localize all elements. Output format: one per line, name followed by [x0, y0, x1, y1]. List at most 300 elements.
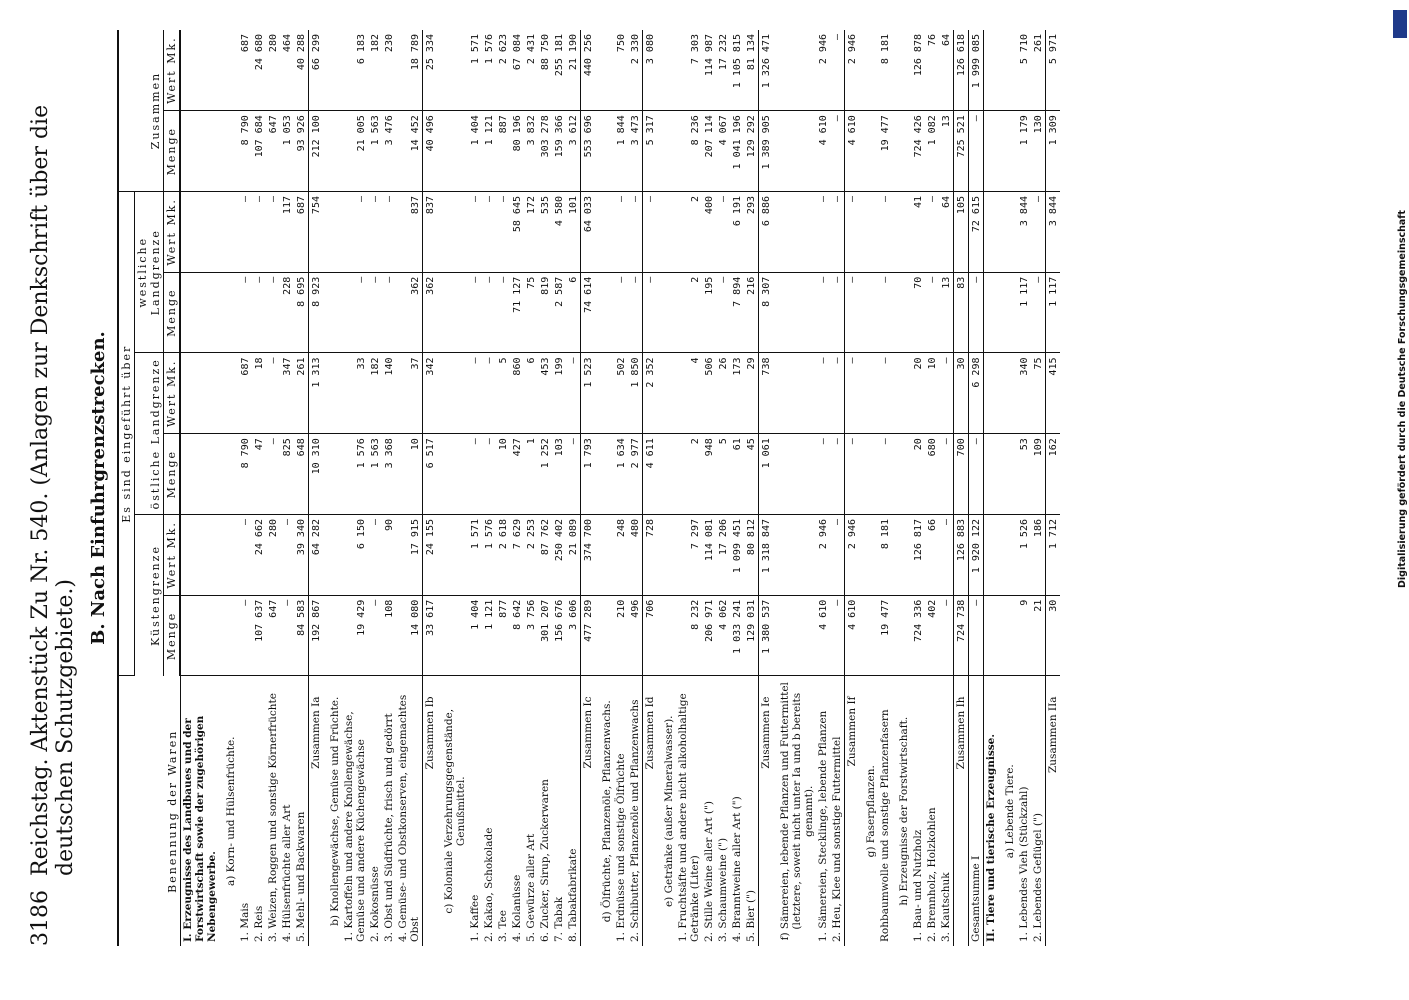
- row-label: Zusammen Id: [642, 676, 657, 946]
- cell-quantity: [892, 272, 911, 353]
- table-row-item: [482, 30, 496, 946]
- col-header-coast: Küstengrenze: [135, 515, 164, 677]
- cell-value: —: [816, 353, 830, 434]
- cell-quantity: 4 062: [716, 595, 730, 676]
- digitization-note: Digitalisierung gefördert durch die Deutsche Forschungsgemeinschaft: [1397, 210, 1408, 588]
- cell-value: —: [878, 192, 892, 273]
- cell-quantity: 8 307: [758, 272, 773, 353]
- row-label: e) Getränke (außer Mineralwasser).: [662, 715, 675, 908]
- dfg-logo: [1393, 10, 1407, 38]
- cell-value: —: [382, 192, 396, 273]
- cell-quantity: —: [925, 272, 939, 353]
- cell-quantity: 2: [676, 272, 702, 353]
- cell-value: 453: [538, 353, 552, 434]
- cell-value: 1 850: [628, 353, 643, 434]
- row-label: 2. Kokosnüsse: [368, 866, 381, 942]
- cell-quantity: 74 614: [580, 272, 595, 353]
- cell-quantity: 680: [925, 434, 939, 515]
- col-header-quantity: Menge: [164, 111, 181, 192]
- cell-value: 21 089: [566, 515, 581, 596]
- cell-quantity: [983, 595, 998, 676]
- cell-value: [983, 192, 998, 273]
- cell-quantity: [773, 272, 816, 353]
- cell-value: —: [1031, 192, 1046, 273]
- cell-quantity: 2 977: [628, 434, 643, 515]
- cell-quantity: —: [566, 434, 581, 515]
- cell-quantity: 9: [1017, 595, 1031, 676]
- cell-value: 26: [716, 353, 730, 434]
- cell-quantity: 5: [716, 434, 730, 515]
- cell-quantity: [219, 595, 238, 676]
- table-row-group: [180, 30, 219, 946]
- row-label: Zusammen Ic: [580, 676, 595, 946]
- cell-value: 2 352: [642, 353, 657, 434]
- cell-value: 114 081: [702, 515, 716, 596]
- col-header-west: westliche Landgrenze: [135, 192, 164, 354]
- cell-quantity: 647: [266, 111, 280, 192]
- row-label: 1. Lebendes Vieh (Stückzahl): [1017, 786, 1030, 942]
- cell-quantity: —: [628, 272, 643, 353]
- cell-quantity: [180, 595, 219, 676]
- table-row-item: [878, 30, 892, 946]
- cell-quantity: —: [238, 272, 252, 353]
- cell-quantity: 61: [730, 434, 744, 515]
- cell-value: 186: [1031, 515, 1046, 596]
- cell-quantity: 1 309: [1045, 111, 1060, 192]
- cell-value: 2 946: [816, 30, 830, 111]
- cell-value: 280: [266, 515, 280, 596]
- cell-value: 1 105 815: [730, 30, 744, 111]
- import-table: [117, 30, 1060, 946]
- cell-quantity: 819: [538, 272, 552, 353]
- cell-value: [219, 353, 238, 434]
- cell-quantity: 1 576: [342, 434, 368, 515]
- row-label: 3. Weizen, Roggen und sonstige Körnerfrüchte: [266, 693, 279, 942]
- table-row-grand: [968, 30, 983, 946]
- cell-quantity: [998, 434, 1017, 515]
- cell-value: —: [238, 515, 252, 596]
- cell-value: 230: [382, 30, 396, 111]
- cell-quantity: 6 517: [422, 434, 437, 515]
- page-title: Reichstag. Aktenstück Zu Nr. 540. (Anlagen zur Denkschrift über die deutschen Schutzgebiete.): [28, 104, 78, 876]
- cell-quantity: 228: [280, 272, 294, 353]
- cell-quantity: 1 121: [482, 595, 496, 676]
- cell-value: [323, 353, 342, 434]
- table-row-item: [676, 30, 702, 946]
- cell-quantity: 5 317: [642, 111, 657, 192]
- cell-value: —: [925, 192, 939, 273]
- cell-value: 502: [614, 353, 628, 434]
- cell-quantity: [323, 434, 342, 515]
- cell-value: 21 190: [566, 30, 581, 111]
- cell-quantity: —: [844, 434, 859, 515]
- cell-value: 2 253: [524, 515, 538, 596]
- cell-value: [437, 353, 468, 434]
- cell-quantity: 33 617: [422, 595, 437, 676]
- cell-quantity: [657, 434, 676, 515]
- table-row-item: [368, 30, 382, 946]
- cell-quantity: —: [342, 272, 368, 353]
- col-header-east: östliche Landgrenze: [135, 353, 164, 515]
- cell-quantity: 8 642: [510, 595, 524, 676]
- cell-value: [859, 192, 878, 273]
- cell-value: —: [628, 192, 643, 273]
- cell-quantity: 1 033 241: [730, 595, 744, 676]
- cell-quantity: 477 289: [580, 595, 595, 676]
- cell-quantity: 2 587: [552, 272, 566, 353]
- cell-quantity: [998, 111, 1017, 192]
- table-row-item: [538, 30, 552, 946]
- table-row-item: [816, 30, 830, 946]
- cell-value: 535: [538, 192, 552, 273]
- cell-value: —: [939, 515, 954, 596]
- cell-value: [657, 515, 676, 596]
- cell-value: 64: [939, 30, 954, 111]
- cell-quantity: 1 793: [580, 434, 595, 515]
- cell-quantity: 4 611: [642, 434, 657, 515]
- cell-value: 261: [294, 353, 309, 434]
- cell-value: 2 946: [844, 30, 859, 111]
- cell-quantity: 877: [496, 595, 510, 676]
- row-label: 4. Hülsenfrüchte aller Art: [280, 804, 293, 942]
- cell-value: 24 155: [422, 515, 437, 596]
- cell-value: 687: [238, 30, 252, 111]
- table-row-subhead: [595, 30, 614, 946]
- cell-quantity: 8 695: [294, 272, 309, 353]
- cell-quantity: 47: [252, 434, 266, 515]
- cell-quantity: 192 867: [308, 595, 323, 676]
- cell-quantity: [892, 434, 911, 515]
- cell-quantity: 108: [382, 595, 396, 676]
- table-row-sum: [953, 30, 968, 946]
- cell-value: —: [238, 192, 252, 273]
- cell-quantity: 162: [1045, 434, 1060, 515]
- row-label: 2. Brennholz, Holzkohlen: [925, 807, 938, 942]
- cell-value: 90: [382, 515, 396, 596]
- cell-quantity: 21 005: [342, 111, 368, 192]
- cell-quantity: 1 404: [468, 111, 482, 192]
- cell-value: 6: [524, 353, 538, 434]
- cell-value: 2 946: [816, 515, 830, 596]
- cell-value: 280: [266, 30, 280, 111]
- table-row-item: [524, 30, 538, 946]
- cell-quantity: [773, 595, 816, 676]
- table-row-item: [744, 30, 759, 946]
- cell-quantity: 4 610: [816, 595, 830, 676]
- table-row-item: [730, 30, 744, 946]
- cell-quantity: —: [368, 272, 382, 353]
- cell-quantity: 107 637: [252, 595, 266, 676]
- cell-value: [657, 30, 676, 111]
- table-row-sum: [1045, 30, 1060, 946]
- cell-value: [859, 353, 878, 434]
- cell-quantity: 71 127: [510, 272, 524, 353]
- col-header-quantity: Menge: [164, 434, 181, 515]
- cell-quantity: —: [482, 434, 496, 515]
- cell-value: 39 340: [294, 515, 309, 596]
- row-label: 5. Gewürze aller Art: [524, 833, 537, 942]
- table-row-item: [468, 30, 482, 946]
- cell-value: 64 282: [308, 515, 323, 596]
- table-row-item: [830, 30, 845, 946]
- cell-value: —: [342, 192, 368, 273]
- cell-quantity: 4 610: [816, 111, 830, 192]
- cell-quantity: [437, 111, 468, 192]
- table-body: [180, 30, 1060, 946]
- cell-value: 25 334: [422, 30, 437, 111]
- cell-quantity: 19 429: [342, 595, 368, 676]
- cell-value: [892, 192, 911, 273]
- cell-value: [595, 515, 614, 596]
- cell-quantity: [323, 111, 342, 192]
- table-row-item: [342, 30, 368, 946]
- cell-value: 18: [252, 353, 266, 434]
- cell-quantity: 1 563: [368, 111, 382, 192]
- table-row-group: [983, 30, 998, 946]
- cell-value: [892, 30, 911, 111]
- row-label: Zusammen Ia: [308, 676, 323, 946]
- cell-quantity: 362: [396, 272, 423, 353]
- cell-quantity: [595, 595, 614, 676]
- cell-quantity: 10: [396, 434, 423, 515]
- cell-value: 29: [744, 353, 759, 434]
- cell-quantity: 80 196: [510, 111, 524, 192]
- cell-value: 374 700: [580, 515, 595, 596]
- cell-quantity: 84 583: [294, 595, 309, 676]
- col-header-name: Benennung der Waren: [118, 676, 180, 946]
- cell-value: 7 297: [676, 515, 702, 596]
- cell-quantity: —: [614, 272, 628, 353]
- cell-quantity: 207 114: [702, 111, 716, 192]
- cell-value: [657, 353, 676, 434]
- table-row-item: [1017, 30, 1031, 946]
- cell-value: 1 576: [482, 30, 496, 111]
- cell-value: [773, 353, 816, 434]
- cell-value: [595, 353, 614, 434]
- cell-value: 126 878: [911, 30, 925, 111]
- cell-quantity: [892, 595, 911, 676]
- cell-quantity: 210: [614, 595, 628, 676]
- cell-value: —: [496, 192, 510, 273]
- cell-value: —: [830, 353, 845, 434]
- row-label: 1. Sämereien, Stecklinge, lebende Pflanzen: [816, 710, 829, 942]
- cell-value: [219, 192, 238, 273]
- cell-value: 342: [422, 353, 437, 434]
- cell-value: 8 181: [878, 30, 892, 111]
- table-row-sum: [422, 30, 437, 946]
- cell-quantity: 1 061: [758, 434, 773, 515]
- cell-value: 2: [676, 192, 702, 273]
- cell-quantity: 1 082: [925, 111, 939, 192]
- cell-value: —: [252, 192, 266, 273]
- cell-quantity: 8 923: [308, 272, 323, 353]
- table-row-subhead: [773, 30, 816, 946]
- cell-quantity: —: [382, 272, 396, 353]
- cell-quantity: 19 477: [878, 111, 892, 192]
- cell-value: [437, 30, 468, 111]
- cell-quantity: —: [878, 434, 892, 515]
- cell-quantity: 19 477: [878, 595, 892, 676]
- row-label: 1. Kaffee: [468, 894, 481, 942]
- cell-value: 64 033: [580, 192, 595, 273]
- cell-quantity: [323, 272, 342, 353]
- cell-value: 6 298: [968, 353, 983, 434]
- cell-value: 1 326 471: [758, 30, 773, 111]
- table-row-item: [925, 30, 939, 946]
- cell-value: 140: [382, 353, 396, 434]
- cell-quantity: —: [968, 434, 983, 515]
- page-number: 3186: [28, 890, 53, 946]
- cell-quantity: 45: [744, 434, 759, 515]
- cell-value: [983, 353, 998, 434]
- cell-quantity: —: [238, 595, 252, 676]
- table-row-item: [566, 30, 581, 946]
- cell-value: 464: [280, 30, 294, 111]
- cell-quantity: [859, 434, 878, 515]
- row-label: Zusammen IIa: [1045, 676, 1060, 946]
- row-label: 3. Tee: [496, 910, 509, 942]
- cell-value: 1 571: [468, 515, 482, 596]
- cell-quantity: 948: [702, 434, 716, 515]
- cell-quantity: 8 232: [676, 595, 702, 676]
- cell-value: 1 523: [580, 353, 595, 434]
- cell-value: —: [844, 192, 859, 273]
- cell-quantity: —: [830, 272, 845, 353]
- row-label: 3. Schaumweine ("): [716, 837, 729, 942]
- cell-value: 5 971: [1045, 30, 1060, 111]
- cell-quantity: [892, 111, 911, 192]
- cell-value: 261: [1031, 30, 1046, 111]
- cell-value: 8 181: [878, 515, 892, 596]
- cell-value: [180, 515, 219, 596]
- cell-value: 7 629: [510, 515, 524, 596]
- cell-quantity: 129 031: [744, 595, 759, 676]
- cell-quantity: 30: [1045, 595, 1060, 676]
- row-label: 2. Reis: [252, 905, 265, 942]
- cell-value: 255 181: [552, 30, 566, 111]
- cell-quantity: 1 041 196: [730, 111, 744, 192]
- cell-quantity: 1 117: [1017, 272, 1031, 353]
- cell-value: 687: [294, 192, 309, 273]
- cell-value: [892, 515, 911, 596]
- cell-quantity: 700: [953, 434, 968, 515]
- row-label: 4. Kolanüsse: [510, 874, 523, 942]
- cell-value: 1 571: [468, 30, 482, 111]
- row-label: 1. Bau- und Nutzholz: [911, 829, 924, 942]
- cell-value: 126 883: [953, 515, 968, 596]
- cell-quantity: 362: [422, 272, 437, 353]
- cell-value: 172: [524, 192, 538, 273]
- cell-value: 6 886: [758, 192, 773, 273]
- cell-value: 173: [730, 353, 744, 434]
- cell-quantity: 4 610: [844, 595, 859, 676]
- cell-value: 20: [911, 353, 925, 434]
- col-header-value: Wert Mk.: [164, 30, 181, 111]
- row-label: 2. Kakao, Schokolade: [482, 827, 495, 942]
- cell-quantity: 93 926: [294, 111, 309, 192]
- cell-value: 1 526: [1017, 515, 1031, 596]
- cell-quantity: —: [830, 111, 845, 192]
- row-label: 8. Tabakfabrikate: [566, 848, 579, 942]
- cell-value: [595, 192, 614, 273]
- cell-quantity: [219, 434, 238, 515]
- row-label: 3. Obst und Südfrüchte, frisch und gedörrt: [382, 713, 395, 942]
- row-label: h) Erzeugnisse der Forstwirtschaft.: [897, 716, 910, 906]
- table-row-sum: [758, 30, 773, 946]
- cell-value: —: [468, 353, 482, 434]
- cell-value: 738: [758, 353, 773, 434]
- cell-quantity: 3 476: [382, 111, 396, 192]
- cell-quantity: [998, 272, 1017, 353]
- cell-value: 837: [422, 192, 437, 273]
- cell-value: 81 134: [744, 30, 759, 111]
- cell-quantity: 13: [939, 111, 954, 192]
- cell-value: 66 299: [308, 30, 323, 111]
- cell-value: 66: [925, 515, 939, 596]
- cell-quantity: 129 292: [744, 111, 759, 192]
- cell-quantity: [180, 111, 219, 192]
- cell-value: 24 662: [252, 515, 266, 596]
- cell-quantity: 10 310: [308, 434, 323, 515]
- cell-quantity: —: [816, 434, 830, 515]
- cell-quantity: 3 612: [566, 111, 581, 192]
- cell-quantity: 3 606: [566, 595, 581, 676]
- cell-quantity: 496: [628, 595, 643, 676]
- cell-value: 2 623: [496, 30, 510, 111]
- cell-value: —: [468, 192, 482, 273]
- cell-value: 114 987: [702, 30, 716, 111]
- table-row-item: [939, 30, 954, 946]
- row-label: b) Knollengewächse, Gemüse und Früchte.: [328, 696, 341, 926]
- cell-quantity: [657, 111, 676, 192]
- row-label: II. Tiere und tierische Erzeugnisse.: [984, 733, 997, 942]
- cell-value: 415: [1045, 353, 1060, 434]
- cell-value: 2 946: [844, 515, 859, 596]
- cell-quantity: 8 790: [238, 111, 252, 192]
- table-row-subhead: [998, 30, 1017, 946]
- cell-value: [437, 192, 468, 273]
- cell-quantity: 3 473: [628, 111, 643, 192]
- cell-value: [437, 515, 468, 596]
- cell-quantity: 8 790: [238, 434, 252, 515]
- row-label: Zusammen Ie: [758, 676, 773, 946]
- cell-value: 2 618: [496, 515, 510, 596]
- cell-quantity: 825: [280, 434, 294, 515]
- cell-value: [219, 515, 238, 596]
- cell-quantity: —: [266, 434, 280, 515]
- cell-quantity: [437, 595, 468, 676]
- col-header-quantity: Menge: [164, 272, 181, 353]
- table-row-item: [238, 30, 252, 946]
- cell-value: 250 402: [552, 515, 566, 596]
- cell-quantity: 303 278: [538, 111, 552, 192]
- cell-quantity: 4 610: [844, 111, 859, 192]
- row-label: 3. Kautschuk: [939, 872, 952, 942]
- cell-quantity: 107 684: [252, 111, 266, 192]
- cell-quantity: 427: [510, 434, 524, 515]
- cell-value: [983, 515, 998, 596]
- cell-quantity: —: [482, 272, 496, 353]
- cell-quantity: —: [642, 272, 657, 353]
- cell-quantity: 647: [266, 595, 280, 676]
- cell-quantity: [983, 111, 998, 192]
- cell-quantity: 402: [925, 595, 939, 676]
- cell-quantity: —: [939, 595, 954, 676]
- row-label: 1. Fruchtsäfte und andere nicht alkoholhaltige Getränke (Liter): [676, 693, 701, 942]
- cell-quantity: 648: [294, 434, 309, 515]
- cell-quantity: [859, 595, 878, 676]
- cell-quantity: —: [468, 434, 482, 515]
